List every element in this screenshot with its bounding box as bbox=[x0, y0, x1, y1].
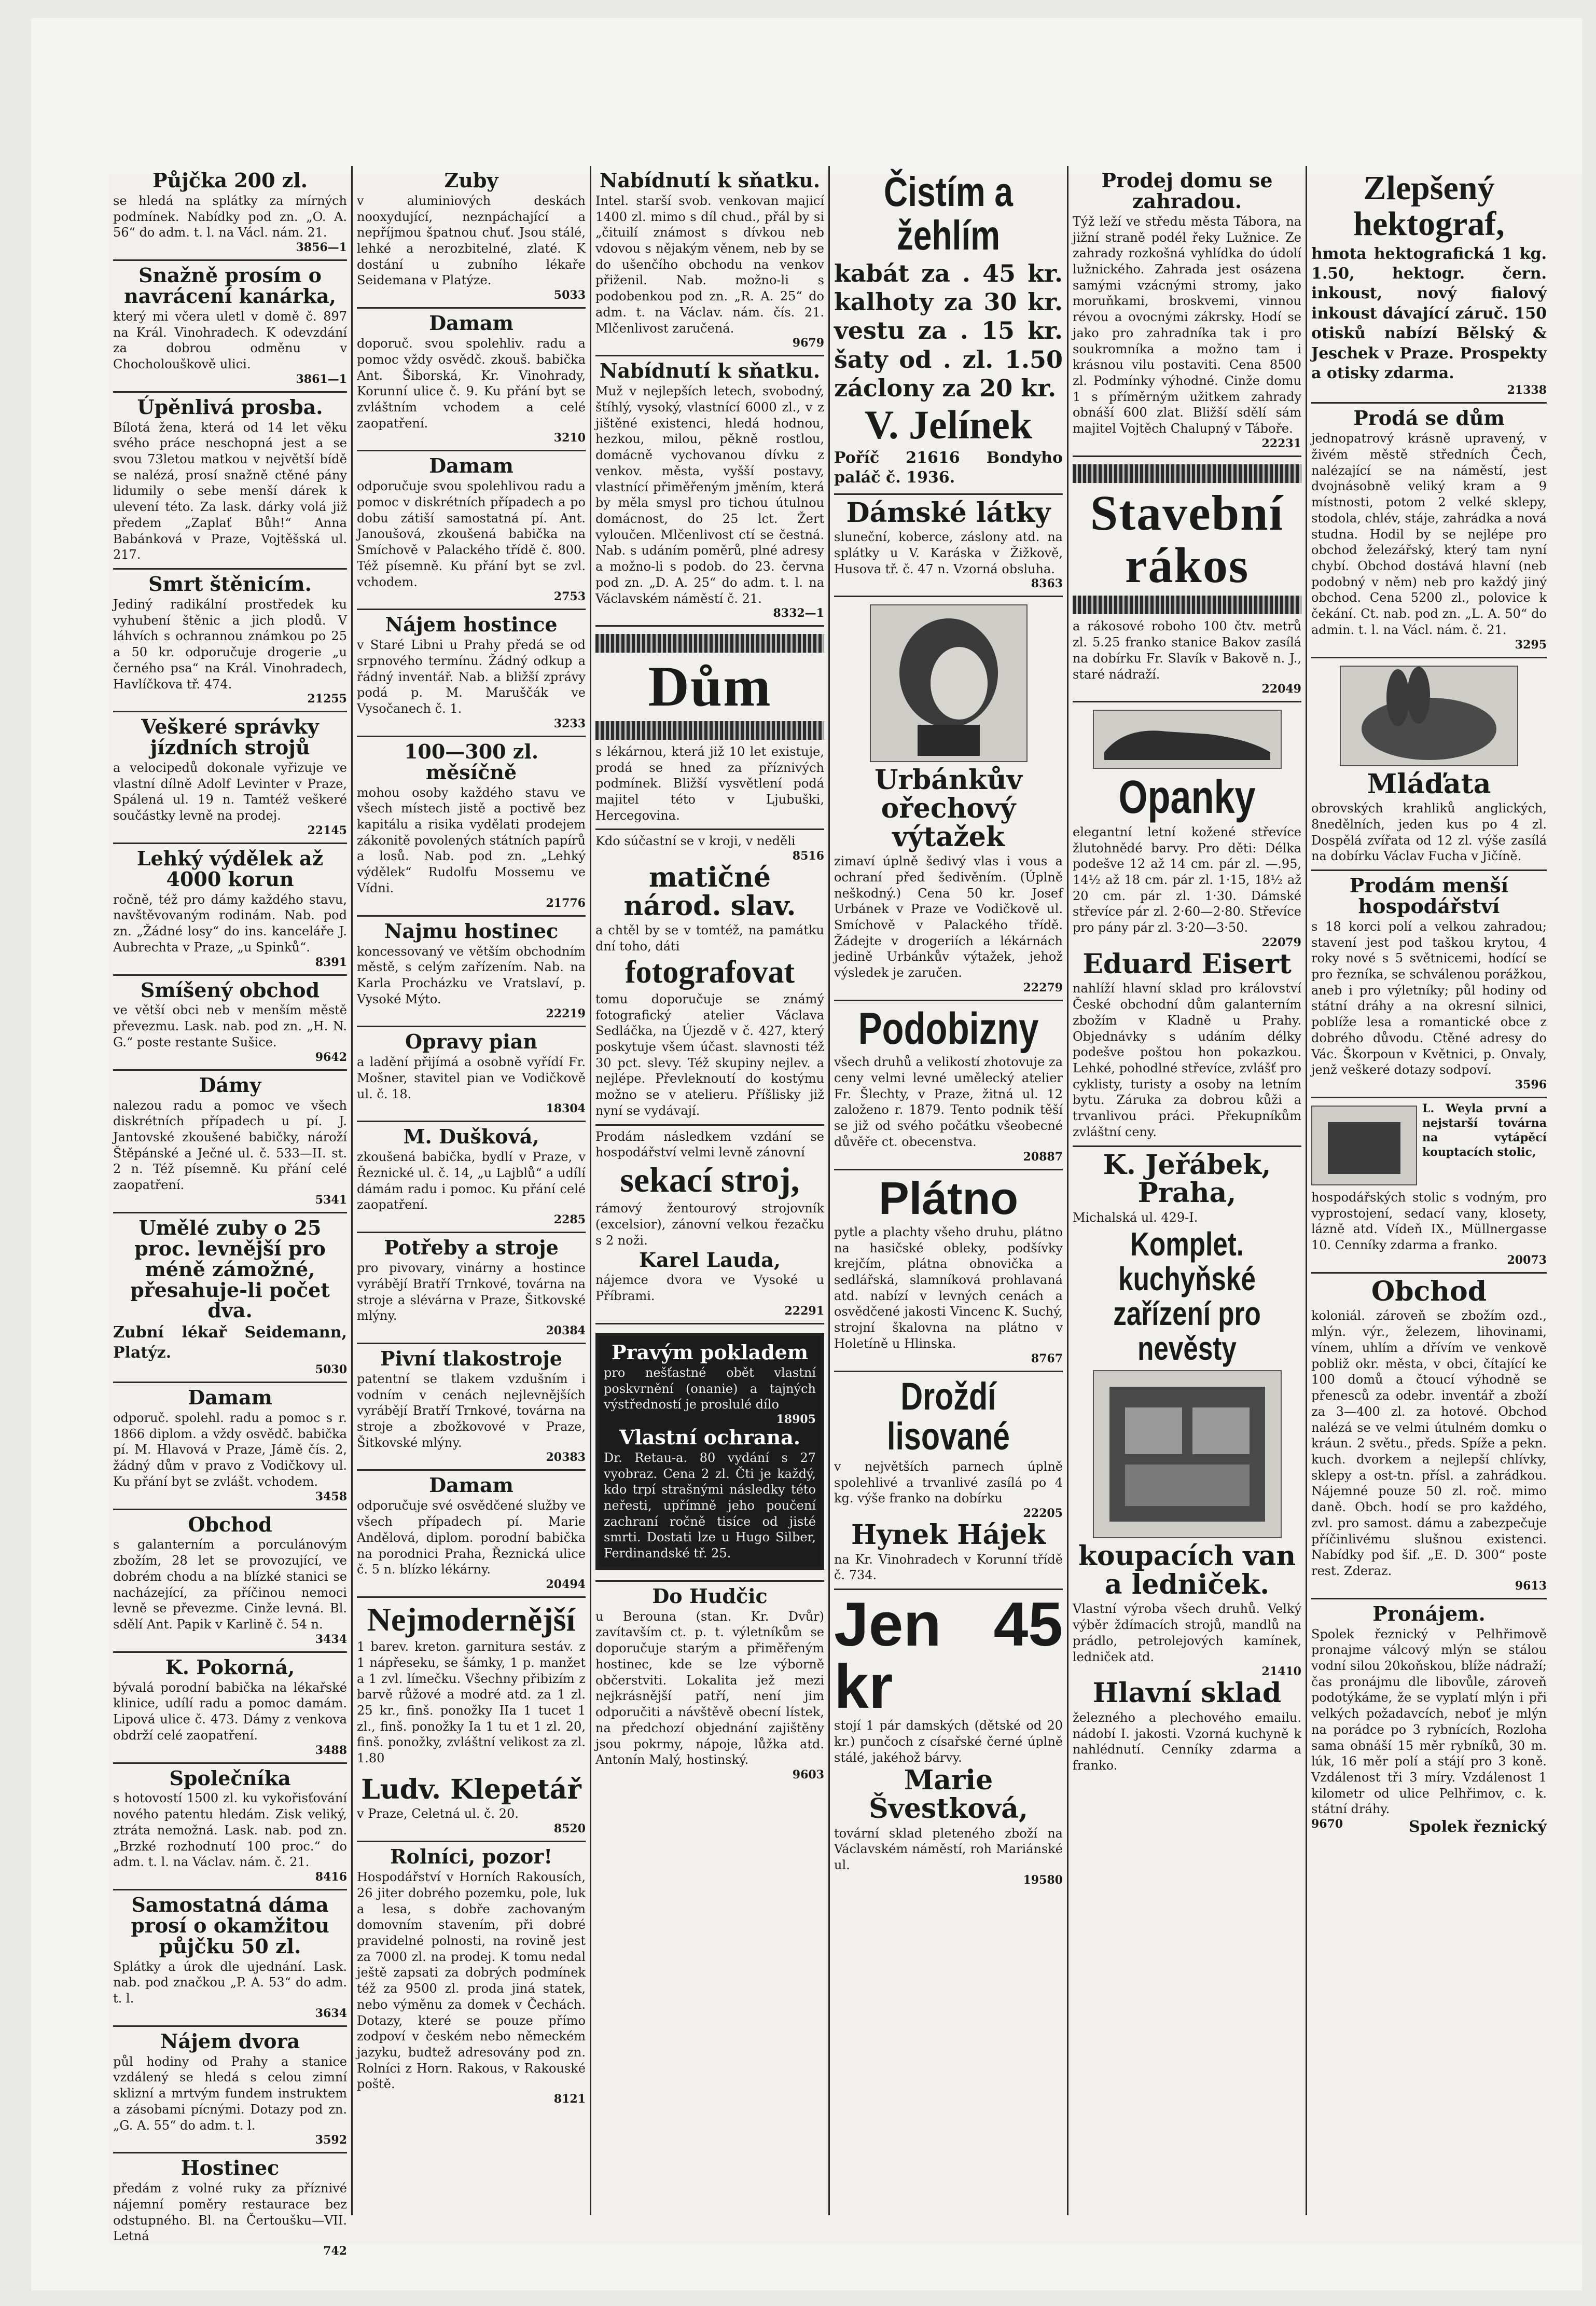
ad-damam-2 bbox=[357, 451, 586, 610]
ad-text: zimaví úplně šedivý vlas i vous a ochraní před šedivěním. (Úplně neškodný.) Cena 50 kr. Josef Urbánek v Praze ve Vodičkově ul. Smíchově v Palackého třídě. Žádejte v drogeriích a lékárnách jedině Urbánkův výtažek, jehož výsledek je zaručen. bbox=[834, 854, 1063, 981]
column-3 bbox=[591, 166, 830, 2215]
column-4 bbox=[830, 166, 1068, 2215]
ad-text: odporučuje svou spolehlivou radu a pomoc v diskrétních případech a po dobu zátiší samostatná pí. Ant. Janoušová, zkoušená babička na Smíchově v Palackého třídě č. 800. Též písemně. Ku přání byt se zvl. vchodem. bbox=[357, 479, 586, 589]
ad-text: předám z volné ruky za příznivé nájemní poměry restaurace bez odstupného. Bl. na Čertoušku—VII. Letná bbox=[113, 2181, 347, 2244]
column-6 bbox=[1307, 166, 1551, 2215]
ad-marriage-2 bbox=[595, 356, 824, 627]
column-2 bbox=[353, 166, 591, 2215]
ad-code: 3458 bbox=[315, 1489, 347, 1503]
ad-code: 3295 bbox=[1515, 638, 1547, 652]
ad-code: 18905 bbox=[776, 1412, 816, 1426]
ad-code: 9642 bbox=[315, 1050, 347, 1064]
ad-text: jednopatrový krásně upravený, v živém městě středních Čech, nalézající se na náměstí, jest dvojnásobně veliký kram a 9 místnosti, potom 2 velké sklepy, stodola, chlév, stáje, zahrádka a nová studna. Hodil by se nejlépe pro obchod železářský, který tam nyní chybí. Obchod dostává hlavní (neb podobný v něm) neb pro každý jiný obchod. Cena 5200 zl., polovice k čekání. Ct. nab. pod zn. „L. A. 50“ do admin. t. l. na Václ. nám. č. 21. bbox=[1311, 431, 1547, 637]
ad-text: koloniál. zároveň se zbožím ozd., mlýn. výr., železem, lihovinami, vínem, uhlím a dřívím ve venkově pobliž okr. města, v obci, čítající ke 100 domů a čtoucí výhodně se přenesců za odebr. inventář a zboží za 3—400 zl. za hotové. Obchod nalézá se ve velmi útulném domku o kráun. 2 světu., předs. Spíže a pekn. kuch. dvorkem a nejlepší chlívky, sklepy a ost-tn. přísl. a zahrádkou. Nájemné pouze 50 zl. roč. mimo daně. Obch. hodí se pro každého, zvl. pro samost. dámu a zabezpečuje příčinlivému slušnou existenci. Nabídky pod šif. „E. D. 300“ poste rest. Zderaz. bbox=[1311, 1308, 1547, 1578]
ad-signature: Spolek řeznický bbox=[1409, 1818, 1547, 1836]
ad-text: Týž leží ve středu města Tábora, na jižní straně podél řeky Lužnice. Ze zahrady rozkošná vyhlídka do údolí lužnického. Zahrada jest osázena samými vzácnými stromy, jako moruňkami, broskvemi, vinnou révou a ovocnými zákrsky. Hodí se jako pro zahradníka tak i pro soukromníka a možno tam i krásnou vilu postaviti. Cena 8500 zl. Podmínky výhodné. Cinže domu 1 s příměrným užitkem zahrady obnáší 600 zlat. Bližší sdělí sám majitel Vojtěch Chalupný v Táboře. bbox=[1073, 214, 1301, 436]
ad-text: ročně, též pro dámy každého stavu, navštěvovaným rodinám. Nab. pod zn. „Žádné losy“ do ins. kanceláře J. Aubrechta v Praze, „u Spinků“. bbox=[113, 892, 347, 955]
ad-code: 19580 bbox=[1023, 1873, 1063, 1887]
ad-code: 742 bbox=[323, 2244, 347, 2258]
ad-text: Dr. Retau-a. 80 vydání s 27 vyobraz. Cena 2 zl. Čti je každý, kdo trpí strašnými následky této neřesti, upřímně jeho poučení zachraní ročně tisíce od jisté smrti. Dostati lze u Hugo Silber, Ferdinandské tř. 25. bbox=[604, 1450, 816, 1561]
ad-text: pro pivovary, vinárny a hostince vyrábějí Bratří Trnkové, továrna na stroje a slévárna v Praze, Šitkovské mlýny. bbox=[357, 1261, 586, 1323]
ad-heading-large: sekací stroj, bbox=[620, 1160, 800, 1200]
ad-hectograph bbox=[1311, 166, 1547, 404]
ad-piano bbox=[357, 1027, 586, 1122]
ad-photo bbox=[595, 830, 824, 1125]
ad-heading: Dům bbox=[648, 655, 772, 719]
ad-code: 8767 bbox=[1031, 1351, 1063, 1365]
ad-text: elegantní letní kožené střevíce žlutohnědé barvy. Pro děti: Délka podešve 12 až 14 cm. pár zl. —.95, 14½ až 18 cm. pár zl. 1·15, 18½ až 20 cm. pár zl. 1·30. Dámské střevíce pár zl. 2·60—2·80. Střevíce pro pány pár zl. 3·20—3·50. bbox=[1073, 824, 1301, 935]
ornament-border bbox=[1073, 464, 1301, 483]
ad-heading: Snažně prosím o navrácení kanárka, bbox=[124, 264, 336, 308]
ad-heading: Droždí lisované bbox=[887, 1374, 1010, 1458]
ad-andelova bbox=[357, 1471, 586, 1597]
ad-machines bbox=[357, 1233, 586, 1344]
ad-heading: Čistím a žehlím bbox=[884, 169, 1013, 258]
ad-text: pytle a plachty všeho druhu, plátno na hasičské obleky, podšívky krejčím, plátna obnovička a sedlářská, slamníková prohlavaná atd. nabízí v levných cenách a osvědčené jakosti Vincenc K. Suchý, strojní škalovna na plátno v Holetíně u Hlinska. bbox=[834, 1224, 1063, 1351]
ad-heading: Prodej domu se zahradou. bbox=[1101, 169, 1273, 213]
column-1 bbox=[109, 166, 353, 2258]
ad-heading: 100—300 zl. měsíčně bbox=[404, 739, 539, 784]
ad-text: hmota hektografická 1 kg. 1.50, hektogr. čern. inkoust, nový fialový inkoust dávající záruč. 150 otisků nabízí Bělský & Jeschek v Praze. Prospekty a otisky zdarma. bbox=[1311, 244, 1547, 382]
ad-heading: Do Hudčic bbox=[652, 1584, 768, 1608]
ad-heading: Zuby bbox=[444, 169, 498, 192]
ad-text: a velocipedů dokonale vyřizuje ve vlastní dílně Adolf Levinter v Praze, Spálená ul. 19 n. Tamtéž veškeré součástky levně na prodej. bbox=[113, 761, 347, 823]
ad-heading: Najmu hostinec bbox=[384, 919, 559, 943]
ad-heading: Jen 45 kr bbox=[834, 1590, 1063, 1722]
ad-code: 8416 bbox=[315, 1870, 347, 1884]
ad-text: v aluminiových deskách nooxydující, neznpáchající a nepříjmou špatnou chuť. Jsou stálé, lehké a nerozbitelné, zlaté. K dostání u zubního lékaře Seidemana v Platýze. bbox=[357, 193, 586, 288]
ad-code: 20384 bbox=[546, 1323, 586, 1337]
ad-text: Jediný radikální prostředek ku vyhubení štěnic a jich plodů. V láhvích s ochrannou známkou po 25 a 50 kr. odporučuje drogerie „u černého psa“ na Král. Vinohradech, Havlíčkova tř. 474. bbox=[113, 597, 347, 692]
ad-code: 3634 bbox=[315, 2006, 347, 2020]
ad-text: Splátky a úrok dle ujednání. Lask. nab. pod značkou „P. A. 53“ do adm. t. l. bbox=[113, 1959, 347, 2006]
ad-heading: Úpěnlivá prosba. bbox=[137, 395, 323, 419]
ad-house bbox=[595, 627, 824, 830]
ad-text: nahlíží hlavní sklad pro království České obchodní dům galanterním zbožím v Kladně u Prahy. Objednávky s udáním délky podešve poštou hon pokazkou. Lehké, pohodlné střevíce, zvlášť pro cyklisty, turisty a osoby na letním bytu. Záruka za dobrou kůži a trvanlivou práci. Překupníkům zvláštní ceny. bbox=[1073, 981, 1301, 1139]
ad-text: odporučuje své osvědčené služby ve všech případech pí. Marie Andělová, diplom. porodní babička na porodnici Praha, Řeznická ulice č. 5 n. blízko lékárny. bbox=[357, 1498, 586, 1577]
ad-text: tovární sklad pleteného zboží na Václavském náměstí, roh Mariánské ul. bbox=[834, 1826, 1063, 1872]
shoe-illustration bbox=[1093, 710, 1282, 769]
ad-text: Bílotá žena, která od 14 let věku svého práce neschopná jest a se svou 73letou matkou v největší bídě se nalézá, prosí snažně ctěné pány lidumily o sebe menší dárek k ulevení této. Za lask. dárky volá již předem „Zaplať Bůh!“ Anna Babánková v Praze, Vojtěšská ul. 217. bbox=[113, 420, 347, 562]
ad-code: 5033 bbox=[553, 288, 586, 302]
ad-heading: Damam bbox=[429, 1473, 514, 1497]
ad-heading: Damam bbox=[188, 1386, 272, 1410]
column-5 bbox=[1068, 166, 1307, 2215]
ad-code: 2285 bbox=[553, 1213, 586, 1227]
ad-text: 1 barev. kreton. garnitura sestáv. z 1 nápřeseku, se šámky, 1 p. manžet a 1 zvl. límečku. Všechny přibizím z barvě růžové a modré atd. za 1 zl. 25 kr., finš. ponožky IIa 1 tucet 1 zl., finš. ponožky Ia 1 tu et 1 zl. 20, finš. ponožky, zvláštní velikost za zl. 1.80 bbox=[357, 1639, 586, 1766]
ad-code: 9679 bbox=[792, 336, 824, 350]
ad-address: Michalská ul. 429-I. bbox=[1073, 1210, 1198, 1225]
ad-text: s galanterním a porculánovým zbožím, 28 let se provozující, ve dobrém chodu a na blízké stanici se nacházející, za příčinou nemoci levně se převezme. Cinže levná. Bl. sdělí Ant. Papik v Karlině č. 54 n. bbox=[113, 1537, 347, 1632]
ad-text: zkoušená babička, bydlí v Praze, v Řeznické ul. č. 14, „u Lajblů“ a udílí dámám radu i pomoc. Ku přání celé zaopatření. bbox=[357, 1150, 586, 1212]
ad-code: 8332—1 bbox=[773, 606, 824, 620]
ad-heading: Opravy pian bbox=[405, 1030, 537, 1054]
ad-treasure bbox=[595, 1324, 824, 1582]
ad-heading: M. Dušková, bbox=[403, 1125, 539, 1149]
ad-text: Hospodářství v Horních Rakousích, 26 jiter dobrého pozemku, pole, luk a lesa, s dobře zachovaným domovním stavením, při dobré pravidelné polnosti, na rovině jest za 7000 zl. na prodej. K tomu nedal ještě zapsati za dobrých podmínek též za 9500 zl. proda jiná statek, nebo výměnu za domek v Čechách. Dotazy, které se pouze přímo zodpoví v českém nebo německém jazyku, budtež adresovány pod zn. Rolníci z Horn. Rakous, v Rakouské poště. bbox=[357, 1870, 586, 2092]
ad-heading: Nabídnutí k sňatku. bbox=[599, 359, 821, 383]
ad-text: železného a plechového emailu. nádobí I. jakosti. Vzorná kuchyně k nahlédnutí. Cenníky zdarma a franko. bbox=[1073, 1710, 1301, 1773]
ad-heading: Damam bbox=[429, 454, 514, 478]
ad-stockings bbox=[834, 1590, 1063, 1892]
ad-text: bývalá porodní babička na lékařské klinice, udílí radu a pomoc damám. Lipová ulice č. 473. Dámy z venkova obdrží celé zaopatření. bbox=[113, 1680, 347, 1743]
ad-text: Intel. starší svob. venkovan majicí 1400 zl. mimo s díl chud., přál by si „čituilí známost s dívkou neb vdovou s nějakým věnem, neb by se do ušenčího obchodu na venkov přiženil. Nab. možno-li s podobenkou pod zn. „R. A. 25“ do adm. t. na Václav. nám. čís. 21. Mlčenlivost zaručená. bbox=[595, 193, 824, 336]
ad-text: rámový žentourový strojovník (excelsior), zánovní velkou řezačku s 2 noži. bbox=[595, 1201, 824, 1248]
ad-heading: Dámy bbox=[199, 1073, 261, 1097]
ad-code: 8121 bbox=[553, 2092, 586, 2106]
ad-portraits bbox=[834, 1001, 1063, 1170]
ad-heading-large: Komplet. kuchyňské zařízení pro nevěsty bbox=[1113, 1225, 1261, 1368]
ad-text: patentní se tlakem vzdušním i vodním v cenách nejlevnějších vyrábějí Bratří Trnkové, továrna na stroje a zbožkovové v Praze, Šitkovské mlýny. bbox=[357, 1371, 586, 1450]
ad-heading: Nejmodernější bbox=[367, 1600, 576, 1638]
ad-heading: Rolníci, pozor! bbox=[390, 1845, 552, 1869]
ad-plea bbox=[113, 393, 347, 570]
ad-text: u Berouna (stan. Kr. Dvůr) zavítavším ct. p. t. výletníkům se doporučuje starým a přiměřeným hostinec, kde se lze výborně občerstviti. Lokalita jež mezi nejkrásnější patří, není jim odporučiti a návštěvě obecní lístek, na předchozí objednání zajištěny jsou pokrmy, nápoje, lůžka atd. Antonín Malý, hostinský. bbox=[595, 1609, 824, 1768]
ad-name: V. Jelínek bbox=[864, 402, 1033, 447]
rabbit-icon bbox=[1341, 667, 1517, 765]
ad-text: s hotovostí 1500 zl. ku vykořisťování nového patentu hledám. Zisk veliký, ztráta nemožná. Lask. nab. pod zn. „Brzké rozhodnutí 100 proc.“ do adm. t. l. na Václav. nám. č. 21. bbox=[113, 1791, 347, 1870]
ad-klepetar bbox=[357, 1772, 586, 1842]
ad-beer-pumps bbox=[357, 1344, 586, 1471]
ad-heading: Prodám menší hospodářství bbox=[1349, 874, 1509, 918]
ad-heading: L. Weyla první a nejstarší továrna na vytápěcí kouptacích stolic, bbox=[1422, 1102, 1547, 1159]
ad-code: 22219 bbox=[546, 1007, 586, 1021]
stove-icon bbox=[1094, 1371, 1281, 1537]
ad-code: 22231 bbox=[1261, 436, 1301, 450]
ad-heading: Zlepšený hektograf, bbox=[1353, 169, 1505, 243]
ad-subheading: Vlastní ochrana. bbox=[619, 1425, 800, 1449]
ad-yeast bbox=[834, 1372, 1063, 1591]
ad-name: Marie Švestková, bbox=[869, 1764, 1028, 1825]
ad-damam-1 bbox=[357, 309, 586, 451]
ad-reed bbox=[1073, 457, 1301, 702]
ad-code: 20383 bbox=[546, 1451, 586, 1465]
ad-house-sale-2 bbox=[1311, 404, 1547, 658]
ad-text: tomu doporučuje se známý fotografický atelier Václava Sedláčka, na Újezdě v č. 427, který poskytuje všem účast. slavnosti též 30 pct. slevy. Též skupiny nejlev. a nejlépe. Převleknoutí do kostýmu možno se v atelieru. Příšlisky již nyní se vydávají. bbox=[595, 991, 824, 1118]
ad-text: v Praze, Celetná ul. č. 20. bbox=[357, 1806, 519, 1821]
ad-opanky bbox=[1073, 702, 1301, 1147]
ad-heading: Umělé zuby o 25 proc. levnější pro méně zámožné, přesahuje-li počet dva. bbox=[130, 1216, 330, 1322]
ad-text: ve větší obci neb v menším městě převezmu. Lask. nab. pod zn. „H. N. G.“ poste restante Sušice. bbox=[113, 1003, 347, 1050]
ad-text: se hledá na splátky za mírných podmínek. Nabídky pod zn. „O. A. 56“ do adm. t. l. na Václ. nám. 21. bbox=[113, 193, 347, 240]
ad-heading: Kdo súčastní se v kroji, v neděli bbox=[595, 834, 796, 849]
ad-chopper bbox=[595, 1126, 824, 1324]
ad-name: Eduard Eisert bbox=[1082, 948, 1292, 980]
ornament-border bbox=[595, 634, 824, 653]
ad-text: který mi včera uletl v domě č. 897 na Král. Vinohradech. K odevzdání za dobrou odměnu v Chocholouškově ulici. bbox=[113, 309, 347, 371]
ad-heading: K. Jeřábek, Praha, bbox=[1103, 1149, 1271, 1209]
ad-text: s 18 korci polí a velkou zahradou; stavení jest pod taškou krytou, 4 roky nové s 5 světnicemi, hodící se pro řezníka, se schválenou porážkou, aneb i pro výletníky; půl hodiny od státní dráhy a na okresní silnici, poblíže lesa a romantické obce z dobrého důvodu. Ctěné adresy do Vác. Škorpoun v Květnici, p. Onvaly, jenž veškeré dotazy sodpoví. bbox=[1311, 919, 1547, 1078]
ad-code: 8516 bbox=[792, 849, 824, 863]
ad-teeth-aluminium bbox=[357, 166, 586, 309]
ad-name: Hynek Hájek bbox=[851, 1519, 1046, 1551]
ad-heading: Opanky bbox=[1118, 771, 1256, 824]
ad-mill-lease bbox=[1311, 1599, 1547, 1843]
ad-heading: Damam bbox=[429, 311, 514, 335]
ad-code: 8391 bbox=[315, 955, 347, 969]
ad-heading: Nájem hostince bbox=[385, 613, 558, 637]
ad-text: sluneční, koberce, záslony atd. na splátky u V. Karáska v Žižkově, Husova tř. č. 47 n. Vzorná obsluha. bbox=[834, 530, 1063, 576]
ad-text: pro nešťastné obět vlastní poskvrnění (onanie) a tajných výstředností je proslulé dílo bbox=[604, 1365, 816, 1412]
ad-code: 8363 bbox=[1031, 577, 1063, 591]
ornament-border bbox=[1073, 596, 1301, 614]
ad-code: 3856—1 bbox=[296, 241, 347, 255]
ad-code: 3596 bbox=[1515, 1078, 1547, 1092]
ad-house-sale bbox=[1073, 166, 1301, 457]
ad-text: půl hodiny od Prahy a stanice vzdálený se hledá s celou zimní sklizní a mrtvým fundem instruktem a zásobami pícnými. Dotazy pod zn. „G. A. 55“ do adm. t. l. bbox=[113, 2054, 347, 2133]
ad-colonial-shop bbox=[1311, 1274, 1547, 1599]
ad-code: 18304 bbox=[546, 1102, 586, 1116]
ad-text: v Staré Libni u Prahy předá se od srpnového termínu. Žádný odkup a řádný inventář. Nab. a bližší zprávy podá p. M. Maruščák ve Vysočanech č. 1. bbox=[357, 638, 586, 716]
ad-text: kabát za . 45 kr. kalhoty za 30 kr. vestu za . 15 kr. šaty od . zl. 1.50 záclony za 20 kr. bbox=[834, 259, 1063, 402]
ad-heading: Pravým pokladem bbox=[611, 1340, 809, 1364]
ad-code: 3434 bbox=[315, 1632, 347, 1646]
ad-heading: Smíšený obchod bbox=[140, 978, 320, 1002]
ad-code: 21255 bbox=[307, 692, 347, 706]
ad-heading: Obchod bbox=[188, 1512, 272, 1536]
ad-kitchen bbox=[1073, 1147, 1301, 1779]
ad-code: 21776 bbox=[546, 896, 586, 910]
portrait-icon bbox=[871, 605, 1026, 761]
ad-midwife bbox=[113, 1383, 347, 1510]
ad-galanterie bbox=[113, 1510, 347, 1653]
ad-code: 5030 bbox=[315, 1363, 347, 1377]
ad-code: 3210 bbox=[553, 431, 586, 445]
ad-inn-lease bbox=[357, 610, 586, 737]
ad-heading: Smrt štěnicím. bbox=[148, 572, 312, 596]
ad-subheading: matičné národ. slav. bbox=[623, 862, 796, 922]
ad-partner bbox=[113, 1764, 347, 1890]
ad-address: Poříč 21616 Bondyho paláč č. 1936. bbox=[834, 448, 1063, 487]
ad-cleaning bbox=[834, 166, 1063, 495]
portrait-illustration bbox=[870, 604, 1028, 762]
ad-heading: K. Pokorná, bbox=[165, 1655, 295, 1679]
ad-heading: Samostatná dáma prosí o okamžitou půjčku 50 zl. bbox=[131, 1893, 329, 1958]
ad-code: 20494 bbox=[546, 1577, 586, 1591]
ad-text: s lékárnou, která již 10 let existuje, prodá se hned za příznivých podmínek. Bližší vysvětlení podá majitel této v Ljubuški, Hercegovina. bbox=[595, 744, 824, 823]
ad-earnings bbox=[113, 844, 347, 976]
ad-shop bbox=[113, 976, 347, 1071]
ad-code: 22079 bbox=[1261, 935, 1301, 949]
ad-heading: Pronájem. bbox=[1372, 1601, 1486, 1625]
ad-text: nájemce dvora ve Vysoké u Příbrami. bbox=[595, 1273, 824, 1304]
ad-rent-inn bbox=[357, 917, 586, 1028]
ad-text: a ladění přijímá a osobně vyřídí Fr. Mošner, stavitel pian ve Vodičkově ul. č. 18. bbox=[357, 1055, 586, 1101]
ad-code: 3488 bbox=[315, 1743, 347, 1757]
shoe-icon bbox=[1094, 711, 1281, 768]
ad-subheading: koupacích van a ledniček. bbox=[1078, 1540, 1296, 1600]
chair-illustration bbox=[1311, 1106, 1417, 1185]
ad-code: 3592 bbox=[315, 2133, 347, 2147]
ad-small-farm bbox=[1311, 871, 1547, 1098]
ad-text: všech druhů a velikostí zhotovuje za ceny velmi levné umělecký atelier Fr. Šlechty, v Praze, žitná ul. 12 založeno r. 1879. Tento podnik těší se již od svého počátku všeobecné důvěře ct. obecenstva. bbox=[834, 1055, 1063, 1149]
stove-illustration bbox=[1093, 1370, 1282, 1538]
ad-inn bbox=[113, 2153, 347, 2263]
ad-code: 9603 bbox=[792, 1768, 824, 1782]
ad-rabbits bbox=[1311, 658, 1547, 871]
ad-text: obrovských krahliků anglických, 8nedělních, jeden kus po 4 zl. Dospělá zvířata od 12 zl. výše zasílá na dobírku Václav Fucha v Jičíně. bbox=[1311, 801, 1547, 864]
ad-weyl bbox=[1311, 1098, 1547, 1274]
ad-ladies bbox=[113, 1071, 347, 1213]
ad-code: 3861—1 bbox=[296, 372, 347, 386]
ad-duskova bbox=[357, 1122, 586, 1233]
ad-heading: Prodá se dům bbox=[1353, 406, 1505, 430]
ad-code: 9613 bbox=[1515, 1579, 1547, 1593]
ad-heading: Půjčka 200 zl. bbox=[152, 169, 308, 192]
ad-heading: Pivní tlakostroje bbox=[380, 1346, 562, 1370]
ad-code: 22145 bbox=[307, 823, 347, 837]
ad-name: Karel Lauda, bbox=[639, 1248, 781, 1272]
ad-heading-large: fotografovat bbox=[624, 954, 795, 990]
ad-heading: Potřeby a stroje bbox=[384, 1236, 559, 1260]
ad-text: na Kr. Vinohradech v Korunní třídě č. 734. bbox=[834, 1552, 1063, 1583]
ad-heading: Nabídnutí k sňatku. bbox=[599, 169, 821, 192]
ad-heading: Dámské látky bbox=[846, 496, 1051, 529]
boxed-ad bbox=[595, 1333, 824, 1570]
ad-code: 3233 bbox=[553, 716, 586, 730]
ad-heading: Lehký výdělek až 4000 korun bbox=[136, 846, 324, 891]
ad-code: 22205 bbox=[1023, 1507, 1063, 1521]
ad-teeth bbox=[113, 1213, 347, 1383]
ad-farmers bbox=[357, 1842, 586, 2111]
ad-heading: Veškeré správky jízdních strojů bbox=[141, 715, 319, 760]
ad-heading: Mláďata bbox=[1367, 768, 1491, 800]
ad-bedbugs bbox=[113, 570, 347, 712]
ad-farm-lease bbox=[113, 2027, 347, 2153]
ad-monthly-income bbox=[357, 737, 586, 917]
ad-heading: Podobizny bbox=[858, 1003, 1039, 1054]
ad-heading: Obchod bbox=[1371, 1275, 1487, 1307]
ad-text: hospodářských stolic s vodným, pro vyprostojení, sedací vany, klosety, lázně atd. Vídeň IX., Müllnergasse 10. Cenníky zdarma a franko. bbox=[1311, 1190, 1547, 1253]
ad-linen bbox=[834, 1170, 1063, 1372]
ad-code: 20073 bbox=[1507, 1253, 1547, 1267]
ad-bicycles bbox=[113, 712, 347, 844]
ad-text: v největších parnech úplně spolehlivé a trvanlivé zasílá po 4 kg. výše franko na dobírku bbox=[834, 1459, 1063, 1506]
chair-icon bbox=[1312, 1107, 1416, 1184]
ad-text: a rákosové roboho 100 čtv. metrů zl. 5.25 franko stanice Bakov zasílá na dobírku Fr. Slavík v Bakově n. J., staré nádraží. bbox=[1073, 619, 1301, 682]
ad-canary bbox=[113, 261, 347, 393]
ad-text: a chtěl by se v tomtéž, na památku dní toho, dáti bbox=[595, 923, 824, 954]
ad-text: Spolek řeznický v Pelhřimově pronajme válcový mlýn se stálou vodní silou 20koňskou, blíže nádraží; čas pronájmu dle libovůle, zároveň podotýkáme, že se vyplatí mlýn i při velkých požadavcích, neboť je mlýn na porádce po 3 rybnících, Rozloha sama obnáší 15 měr rybníků, 30 m. lúk, 16 měr polí a stájí pro 3 koně. Vzdálenost tři 3 míry. Vzdálenost 1 kilometr od ulice Pelhřimov, c. k. státní dráhy. bbox=[1311, 1626, 1547, 1817]
ad-heading: Společníka bbox=[169, 1766, 291, 1790]
ad-code: 5341 bbox=[315, 1193, 347, 1207]
ad-fabrics bbox=[834, 495, 1063, 598]
ad-code: 21410 bbox=[1261, 1665, 1301, 1679]
ad-code: 22049 bbox=[1261, 682, 1301, 696]
ad-heading: Plátno bbox=[879, 1172, 1018, 1224]
ad-heading: Nájem dvora bbox=[160, 2029, 300, 2053]
ad-code: 22279 bbox=[1023, 981, 1063, 995]
ad-code: 2753 bbox=[553, 590, 586, 604]
ad-heading: Stavební rákos bbox=[1090, 485, 1284, 593]
ornament-border bbox=[595, 721, 824, 740]
ad-text: doporuč. svou spolehliv. radu a pomoc vždy osvědč. zkouš. babička Ant. Šiborská, Kr. Vinohrady, Korunní ulice č. 9. Ku přání byt se zvláštním vchodem a celé zaopatření. bbox=[357, 336, 586, 431]
ad-code: 22291 bbox=[784, 1304, 824, 1318]
ad-text: odporuč. spolehl. radu a pomoc s r. 1866 diplom. a vždy osvědč. babička pí. M. Hlavová v Praze, Jámě čís. 2, žádný dům v pravo z Vodičkovy ul. Ku přání byt se zvlášt. vchodem. bbox=[113, 1410, 347, 1489]
ad-subheading: Hlavní sklad bbox=[1092, 1677, 1282, 1709]
ad-code: 20887 bbox=[1023, 1150, 1063, 1164]
ad-loan bbox=[113, 166, 347, 261]
ad-heading: Hostinec bbox=[181, 2156, 280, 2180]
ad-text: Muž v nejlepších letech, svobodný, štíhlý, vysoký, vlastnící 6000 zl., v z jištěné existenci, hledá hodnou, hezkou, milou, pěkně rostlou, domácně vychovanou dívku z venkov. města, vyšší postavy, vlastnící přiměřeným jměním, která by měla smysl pro tichou útulnou domácnost, do 25 lct. Žert vyloučen. Mlčenlivost ctí se čestná. Nab. s udáním poměrů, plné adresy a možno-li s podob. do 23. června pod zn. „D. A. 25“ do adm. t. l. na Václavském náměstí č. 21. bbox=[595, 384, 824, 606]
ad-hudcice bbox=[595, 1582, 824, 1787]
ad-text: nalezou radu a pomoc ve všech diskrétních případech u pí. J. Jantovské zkoušené babičky, nároží Štěpánské a Ječné ul. č. 533—II. st. 2 n. Též písemně. Ku přání celé zaopatření. bbox=[113, 1098, 347, 1193]
rabbit-illustration bbox=[1340, 666, 1518, 766]
ad-walnut-extract bbox=[834, 597, 1063, 1001]
ad-heading: Ludv. Klepetář bbox=[361, 1773, 581, 1805]
ad-heading: Urbánkův ořechový výtažek bbox=[875, 764, 1022, 853]
ad-code: 8520 bbox=[553, 1822, 586, 1836]
ad-code: 9670 bbox=[1311, 1817, 1343, 1831]
ad-text: koncessovaný ve větším obchodním městě, s celým zařízením. Nab. na Karla Procházku ve Vratslaví, p. Vysoké Mýto. bbox=[357, 944, 586, 1006]
ad-pokorna bbox=[113, 1653, 347, 1764]
ad-modern-shirts bbox=[357, 1598, 586, 1772]
ad-small-loan bbox=[113, 1890, 347, 2027]
ad-text: mohou osoby každého stavu ve všech místech jistě a poctivě bez kapitálu a risika vydělati prodejem zákonitě povolených státních papírů a losů. Nab. pod zn. „Lehký výdělek“ Rudolfu Mossemu ve Vídni. bbox=[357, 785, 586, 895]
ad-text: Vlastní výroba všech druhů. Velký výběr ždímacích strojů, mandlů na prádlo, petrolejových kamínek, ledniček atd. bbox=[1073, 1601, 1301, 1664]
ad-code: 21338 bbox=[1507, 383, 1547, 397]
ad-text: stojí 1 pár damských (dětské od 20 kr.) punčoch z císařské černé úplně stálé, jakéhož bárvy. bbox=[834, 1718, 1063, 1765]
ad-marriage-1 bbox=[595, 166, 824, 356]
ad-heading: Prodám následkem vzdání se hospodářství velmi levně zánovní bbox=[595, 1129, 824, 1160]
ad-text: Zubní lékař Seidemann, Platýz. bbox=[113, 1323, 347, 1362]
